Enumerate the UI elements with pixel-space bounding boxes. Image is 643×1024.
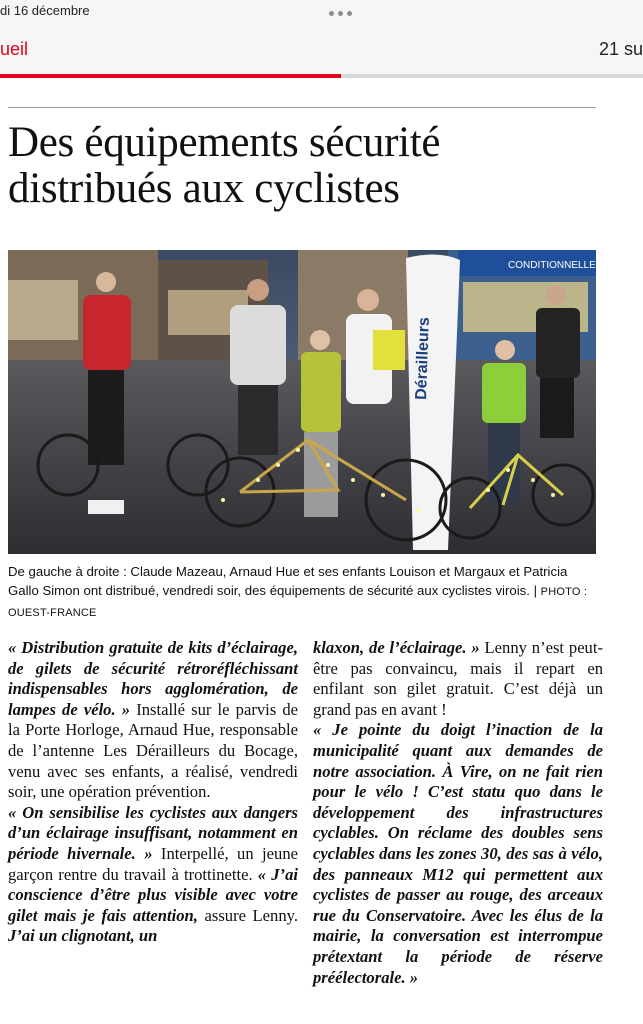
body-text: assure Lenny. [197,905,298,925]
body-text: Lenny n’est peut-être pas convaincu, mais il repart en enfilant son gilet gratuit. C’est déjà un grand pas en avant ! [313,638,603,719]
person-5 [482,340,526,503]
section-divider [8,107,596,108]
caption-separator: | [533,583,541,598]
article-photo[interactable] [8,250,596,554]
photo-credit: PHOTO : OUEST-FRANCE [8,586,588,619]
page-indicator: 21 su [598,39,643,59]
body-text: Interpellé, un jeune garçon rentre du travail à trottinette. [8,843,298,884]
paragraph-2 [8,803,298,947]
quote: « Je pointe du doigt l’inaction de la municipalité quant aux demandes de notre association. À Vire, on ne fait rien pour le vélo ! C’est statu quo dans le développement des infrastructures cyclables. On réclame des doubles sens cyclables dans les zones 30, des sas à vélo, des panneaux M12 qui permettent aux cyclistes de passer au rouge, des arceaux rue du Conservatoire. Avec les élus de la mairie, la conversation est interrompue prétextant la période de réserve préélectorale. » [313,720,603,987]
shop-sign: CONDITIONNELLE [508,260,596,271]
body-text: Installé sur le parvis de la Porte Horloge, Arnaud Hue, responsable de l’antenne Les Dérailleurs du Bocage, venu avec ses enfants, a réalisé, vendredi soir, une opération prévention. [8,699,298,802]
headline-line-2: distribués aux cyclistes [8,165,400,212]
photo-caption [8,562,598,623]
reader-nav-bar [0,24,643,78]
quote: klaxon, de l’éclairage. » [313,638,480,657]
quote: « Distribution gratuite de kits d’éclairage, de gilets de sécurité rétroréfléchissant indispensables hors agglomération, de lampes de vélo. » [8,638,298,719]
reading-progress-bar [0,74,643,78]
quote: « J’ai conscience d’être plus visible avec votre gilet mais je fais attention, [8,864,298,925]
status-bar [0,0,643,24]
banner-text: Dérailleurs [413,316,433,401]
status-date: di 16 décembre [0,3,90,18]
reading-progress-fill [0,74,341,78]
article-column-1 [8,638,298,947]
quote: J’ai un clignotant, un [8,926,158,946]
quote: « On sensibilise les cyclistes aux dangers d’un éclairage insuffisant, notamment en période hivernale. » [8,802,298,863]
article-headline [8,120,608,212]
paragraph-1 [8,638,298,803]
caption-text: De gauche à droite : Claude Mazeau, Arnaud Hue et ses enfants Louison et Margaux et Patricia Gallo Simon ont distribué, vendredi soir, des équipements de sécurité aux cyclistes virois. [8,564,568,598]
headline-line-1: Des équipements sécurité [8,119,441,166]
paragraph-3 [313,638,603,720]
article-column-2 [313,638,603,988]
back-link[interactable]: ueil [0,39,29,59]
paragraph-4 [313,720,603,988]
multitasking-dots-icon[interactable] [329,11,353,17]
person-2 [230,279,286,455]
